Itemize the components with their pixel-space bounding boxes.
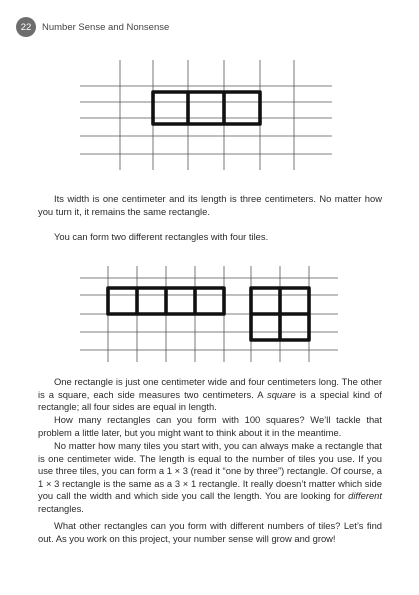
figure-four-tile-rectangles: [0, 266, 419, 362]
tile-rectangle-1x3: [153, 92, 260, 124]
tile-rectangle-1x4: [108, 288, 224, 314]
paragraph-what-other: What other rectangles can you form with different numbers of tiles? Let’s find out. As you work on this project, your number sense will grow and grow!: [38, 520, 382, 544]
paragraph-one-rectangle: One rectangle is just one centimeter wide and four centimeters long. The other is a square, each side measures two centimeters. A square is a special kind of rectangle; all four sides are equal in length.: [38, 376, 382, 413]
grid-lines: [80, 60, 332, 170]
running-header: [16, 16, 169, 38]
running-title: Number Sense and Nonsense: [42, 21, 170, 33]
page-number-badge: 22: [16, 17, 36, 37]
emphasis-different: different: [348, 490, 382, 502]
paragraph-no-matter: No matter how many tiles you start with, you can always make a rectangle that is one centimeter wide. The length is equal to the number of tiles you use. If you use three tiles, you can form a 1 × 3 (read it “one by three”) rectangle. Of course, a 1 × 3 rectangle is the same as a 3 × 1 rectangle. It really doesn’t matter which side you call the width and which side you call the length. You are looking for different rectangles.: [38, 440, 382, 514]
emphasis-square: square: [267, 388, 296, 400]
paragraph-four-tiles: You can form two different rectangles with four tiles.: [54, 231, 269, 242]
paragraph-hundred-squares: How many rectangles can you form with 100 squares? We’ll tackle that problem a little later, but you might want to think about it in the meantime.: [38, 414, 382, 438]
figure-one-by-three-rectangle: [0, 60, 419, 170]
paragraph-width-length: Its width is one centimeter and its length is three centimeters. No matter how you turn it, it remains the same rectangle.: [38, 193, 382, 217]
